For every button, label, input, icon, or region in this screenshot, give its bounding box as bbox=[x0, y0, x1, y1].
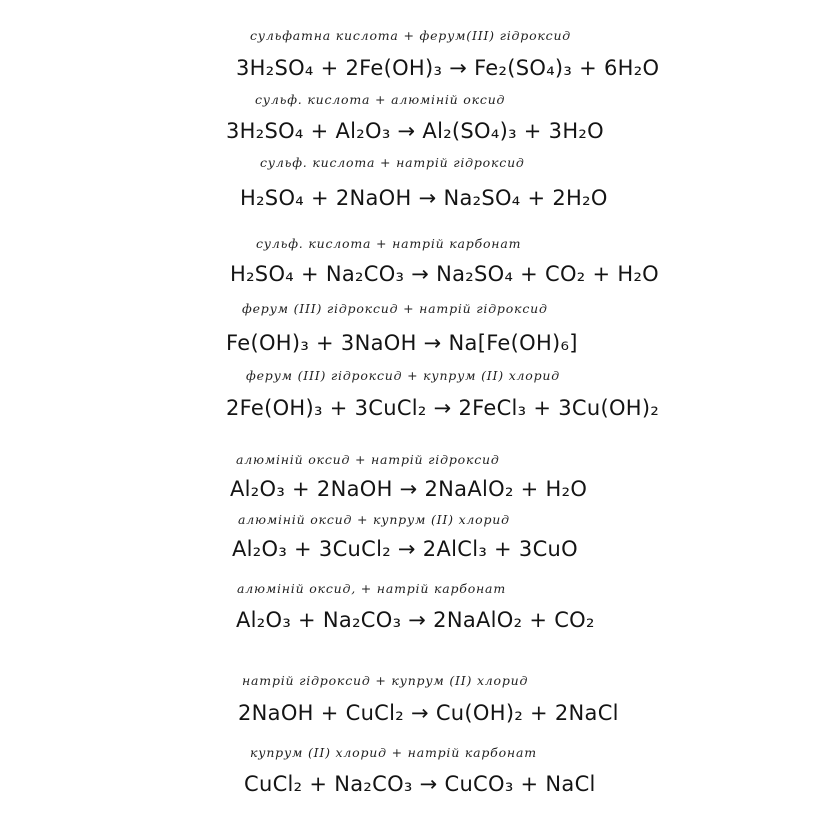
reaction-equation: 3H₂SO₄ + Al₂O₃ → Al₂(SO₄)₃ + 3H₂O bbox=[226, 119, 604, 143]
reaction-label: сульф. кислота + натрій гідроксид bbox=[260, 155, 525, 170]
reaction-label: купрум (II) хлорид + натрій карбонат bbox=[250, 745, 537, 760]
reaction-label: алюміній оксид + купрум (II) хлорид bbox=[238, 512, 510, 527]
reaction-equation: CuCl₂ + Na₂CO₃ → CuCO₃ + NaCl bbox=[244, 772, 596, 796]
reaction-label: сульф. кислота + алюміній оксид bbox=[255, 92, 506, 107]
reaction-equation: 2Fe(OH)₃ + 3CuCl₂ → 2FeCl₃ + 3Cu(OH)₂ bbox=[226, 396, 660, 420]
reaction-label: алюміній оксид + натрій гідроксид bbox=[236, 452, 500, 467]
reaction-equation: H₂SO₄ + Na₂CO₃ → Na₂SO₄ + CO₂ + H₂O bbox=[230, 262, 660, 286]
reaction-equation: Fe(OH)₃ + 3NaOH → Na[Fe(OH)₆] bbox=[226, 331, 578, 355]
reaction-label: ферум (III) гідроксид + натрій гідроксид bbox=[242, 301, 548, 316]
reaction-equation: H₂SO₄ + 2NaOH → Na₂SO₄ + 2H₂O bbox=[240, 186, 608, 210]
reaction-equation: Al₂O₃ + Na₂CO₃ → 2NaAlO₂ + CO₂ bbox=[236, 608, 595, 632]
reaction-label: сульф. кислота + натрій карбонат bbox=[256, 236, 522, 251]
reaction-equation: Al₂O₃ + 3CuCl₂ → 2AlCl₃ + 3CuO bbox=[232, 537, 578, 561]
reaction-label: алюміній оксид, + натрій карбонат bbox=[237, 581, 506, 596]
reaction-label: сульфатна кислота + ферум(III) гідроксид bbox=[250, 28, 572, 43]
reaction-equation: 3H₂SO₄ + 2Fe(OH)₃ → Fe₂(SO₄)₃ + 6H₂O bbox=[236, 56, 660, 80]
reaction-equation: 2NaOH + CuCl₂ → Cu(OH)₂ + 2NaCl bbox=[238, 701, 619, 725]
reaction-equation: Al₂O₃ + 2NaOH → 2NaAlO₂ + H₂O bbox=[230, 477, 588, 501]
reaction-label: ферум (III) гідроксид + купрум (II) хлорид bbox=[246, 368, 561, 383]
reaction-label: натрій гідроксид + купрум (II) хлорид bbox=[242, 673, 529, 688]
